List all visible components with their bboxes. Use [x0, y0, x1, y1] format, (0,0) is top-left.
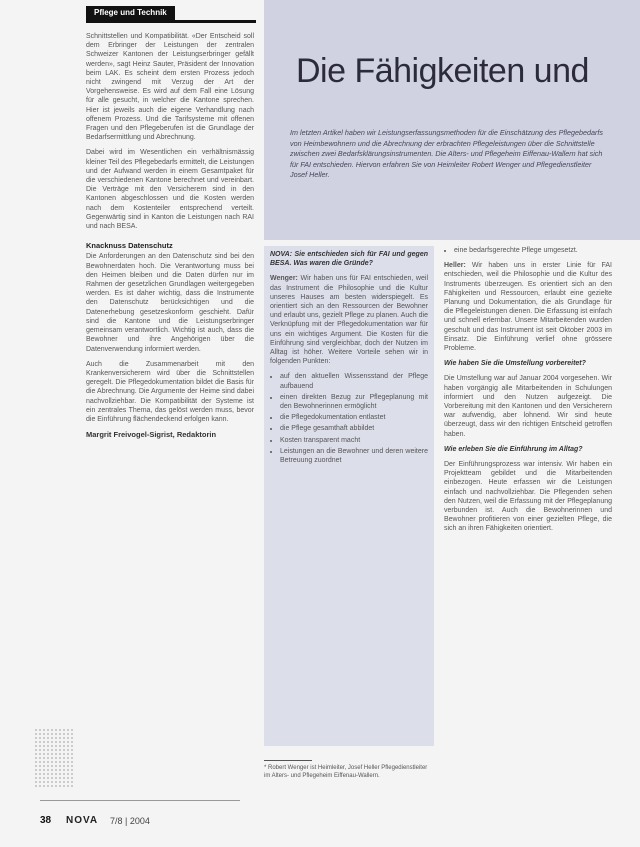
footer-rule [40, 800, 240, 801]
list-item: • Leistungen an die Bewohner und deren weitere Betreuung zuordnet [280, 447, 428, 465]
footnote-rule [264, 760, 312, 761]
header-panel [264, 0, 640, 240]
interview-answer [444, 261, 612, 353]
left-column [86, 32, 254, 439]
list-item: • eine bedarfsgerechte Pflege umgesetzt. [454, 246, 612, 255]
interview-question: Wie haben Sie die Umstellung vorbereitet? [444, 360, 586, 368]
answer-text: Wir haben uns in erster Linie für FAI entschieden, weil die Philosophie und die Kultur des Instruments überzeugen. Es orientiert sich an den Fähigkeiten und Ressourcen, erlaubt eine gezielte Planung und Dokumentation, die als Grundlage für die Pflegeleistungen dienen. Die Erfassung ist einfach und schnell erlernbar. Unsere Mitarbeitenden wurden geschult und das Instrument ist seit Oktober 2003 im Einsatz. Die Einführung verlief ohne grössere Probleme. [444, 262, 612, 353]
page-number: 38 [40, 815, 52, 826]
left-paragraph: Die Anforderungen an den Datenschutz sind bei den Bewohnerdaten hoch. Die Verantwortung muss bei den Heimen bleiben und die Daten dürfen nur im Rahmen der gesetzlichen Grundlagen weitergegeben werden. Es ist daher wichtig, dass die Instrumente den Datenschutz berücksichtigen und die Datenerhebung gesetzeskonform geschieht. Dafür sind die Kantone und die Leistungserbringer gemeinsam verantwortlich. Wichtig ist auch, dass die Bewohner und ihre Angehörigen über die Datenverwendung informiert werden. [86, 253, 254, 353]
author-credit: Margrit Freivogel-Sigrist, Redaktorin [86, 430, 217, 440]
magazine-name: NOVA [66, 815, 99, 826]
decorative-dot-pattern [34, 728, 74, 788]
left-paragraph: Dabei wird im Wesentlichen ein verhältnismässig kleiner Teil des Pflegebedarfs ermittelt, die Leistungen und der Aufwand werden in einem Gesamtpaket für die verschiedenen Kantone berechnet und vereinbart. Die Verträge mit den Versicherern sind in den Kantonen abgeschlossen und die Kosten werden nach dem Kostenteiler entsprechend verteilt. Gegenwärtig sind in Kanton die Leistungen nach RAI und nach BESA. [86, 149, 254, 231]
section-label: Pflege und Technik [86, 6, 175, 20]
speaker-label: Wenger: [270, 275, 298, 283]
interview-answer: Die Umstellung war auf Januar 2004 vorgesehen. Wir haben vorgängig alle Mitarbeitenden in Schulungen informiert und den Nutzen aufgezeigt. Die Vorbereitung mit den Kantonen und den Versicherern war aufwendig, aber lohnend. Wir sind heute überzeugt, dass wir den richtigen Entscheid getroffen haben. [444, 375, 612, 438]
list-item: • Kosten transparent macht [280, 436, 428, 445]
section-rule [86, 20, 256, 23]
issue-number: 7/8 | 2004 [110, 816, 150, 826]
middle-column [264, 246, 434, 746]
list-item: • auf den aktuellen Wissensstand der Pflege aufbauend [280, 372, 428, 390]
bullet-list [454, 246, 612, 255]
interview-answer [270, 274, 428, 366]
interview-answer: Der Einführungsprozess war intensiv. Wir haben ein Projektteam gebildet und die Mitarbeitenden einbezogen. Heute erfassen wir die Leistungen einfach und nachvollziehbar. Die Pflegenden sehen den Nutzen, weil die Erfassung mit der Pflegeplanung verbunden ist. Auch die Bewohnerinnen und Bewohner profitieren von einer gezielten Pflege, die sich an ihren Fähigkeiten orientiert. [444, 461, 612, 533]
footnote: * Robert Wenger ist Heimleiter, Josef Heller Pflegedienstleiter im Alters- und Pflegeheim Eiffenau-Wallern. [264, 765, 428, 779]
page-headline: Die Fähigkeiten und [296, 52, 589, 90]
list-item: • die Pflegedokumentation entlastet [280, 413, 428, 422]
left-paragraph: Schnittstellen und Kompatibilität. «Der Entscheid soll dem Erbringer der Leistungen der zentralen Schweizer Kantonen der Leistungserbringer gefällt werden», sagt Heinz Sauter, Präsident der Innovation beim LAK. Es scheint dem ersten Prozess jedoch nicht zwingend mit Verzug der Art der Vorgehensweise. Es wird auf dem Fall eine Lösung für alle gesucht, in welcher die Kantone sprechen. Hier ist jeweils auch die eigene Verhandlung nach offenem Prozess. Und die Tarifsysteme mit offenen Fragen und den Pflegeberufen ist die Grundlage der Bedarfsermittlung und Abrechnung. [86, 33, 254, 142]
speaker-label: Heller: [444, 262, 466, 270]
section-heading: Knacknuss Datenschutz [86, 241, 173, 251]
right-column [444, 246, 612, 540]
interview-question: Wie erleben Sie die Einführung im Alltag? [444, 445, 583, 453]
answer-text: Wir haben uns für FAI entschieden, weil das Instrument die Philosophie und die Kultur unseres Hauses am besten widerspiegelt. Es orientiert sich an den Ressourcen der Bewohner und erlaubt uns, gezielt Pflege zu planen. Auch die Verknüpfung mit der Pflegedokumentation war für uns ein wichtiges Argument. Die Kosten für die Einführung sind vergleichbar, doch der Nutzen im Alltag ist höher. Weitere Vorteile sehen wir in folgenden Punkten: [270, 275, 428, 366]
left-paragraph: Auch die Zusammenarbeit mit den Krankenversicherern wird über die Schnittstellen geregelt. Die Pflegedokumentation bildet die Basis für die Abrechnung. Die Argumente der Heime sind dabei nachvollziehbar. Die Kompatibilität der Systeme ist ein zentrales Thema, das gelöst werden muss, bevor die Einführung flächendeckend erfolgen kann. [86, 360, 254, 423]
lead-paragraph: Im letzten Artikel haben wir Leistungserfassungsmethoden für die Einschätzung des Pflegebedarfs von Heimbewohnern und die Abrechnung der erbrachten Pflegeleistungen über die Schnittstelle zwischen zwei Bedarfsklärungsinstrumenten. Die Alters- und Pflegeheim Eiffenau-Wallern hat sich für FAI entschieden. Hiervon erfahren Sie von Heimleiter Robert Wenger und Pflegedienstleiter Josef Heller. [290, 128, 603, 179]
list-item: • einen direkten Bezug zur Pflegeplanung mit den Bewohnerinnen ermöglicht [280, 393, 428, 411]
interview-question: NOVA: Sie entschieden sich für FAI und gegen BESA. Was waren die Gründe? [270, 251, 428, 268]
bullet-list [280, 372, 428, 465]
list-item: • die Pflege gesamthaft abbildet [280, 424, 428, 433]
